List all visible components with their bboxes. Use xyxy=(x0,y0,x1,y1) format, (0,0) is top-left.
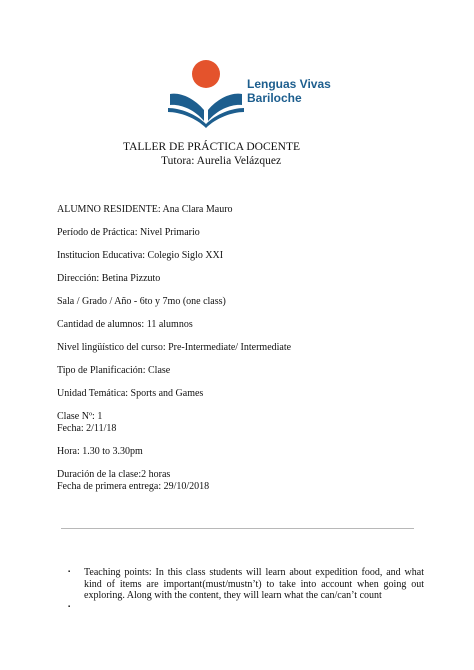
bullet-icon: ▪ xyxy=(68,569,71,575)
language-level: Nivel lingüístico del curso: Pre-Intermediate/ Intermediate xyxy=(57,342,292,353)
logo-wordmark xyxy=(247,77,331,105)
document-header xyxy=(123,140,300,168)
open-book-sun-logo-icon xyxy=(166,60,246,130)
logo-line-2: Bariloche xyxy=(247,91,302,105)
list-item xyxy=(68,602,424,616)
sun-shape xyxy=(192,60,220,88)
thematic-unit: Unidad Temática: Sports and Games xyxy=(57,388,204,399)
class-time: Hora: 1.30 to 3.30pm xyxy=(57,446,143,457)
lesson-info xyxy=(57,204,437,493)
institution: Institucion Educativa: Colegio Siglo XXI xyxy=(57,250,224,261)
document-title: TALLER DE PRÁCTICA DOCENTE xyxy=(123,141,301,153)
class-date: Fecha: 2/11/18 xyxy=(57,423,117,434)
teaching-points-text: Teaching points: In this class students will learn about expedition food, and what kind of items are important(must/mustn’t) to take into account when going out exploring. Along with the content, they will learn what the can/can’t count xyxy=(84,567,424,601)
institution-logo xyxy=(166,60,331,130)
book-right-page xyxy=(208,94,242,121)
class-number: Clase Nº: 1 xyxy=(57,411,103,422)
teaching-points-list xyxy=(68,567,424,616)
director: Dirección: Betina Pizzuto xyxy=(57,273,161,284)
grade-level: Sala / Grado / Año - 6to y 7mo (one class) xyxy=(57,296,226,307)
logo-line-1: Lenguas Vivas xyxy=(247,77,331,91)
list-item xyxy=(68,567,424,602)
tutor-name: Tutora: Aurelia Velázquez xyxy=(161,155,282,167)
student-count: Cantidad de alumnos: 11 alumnos xyxy=(57,319,193,330)
student-resident: ALUMNO RESIDENTE: Ana Clara Mauro xyxy=(57,204,233,215)
practice-period: Período de Práctica: Nivel Primario xyxy=(57,227,200,238)
book-left-page xyxy=(170,94,204,121)
delivery-date: Fecha de primera entrega: 29/10/2018 xyxy=(57,481,210,492)
bullet-icon: ▪ xyxy=(68,603,71,610)
class-duration: Duración de la clase:2 horas xyxy=(57,469,171,480)
planning-type: Tipo de Planificación: Clase xyxy=(57,365,171,376)
book-base xyxy=(168,108,244,128)
section-divider xyxy=(61,528,414,529)
